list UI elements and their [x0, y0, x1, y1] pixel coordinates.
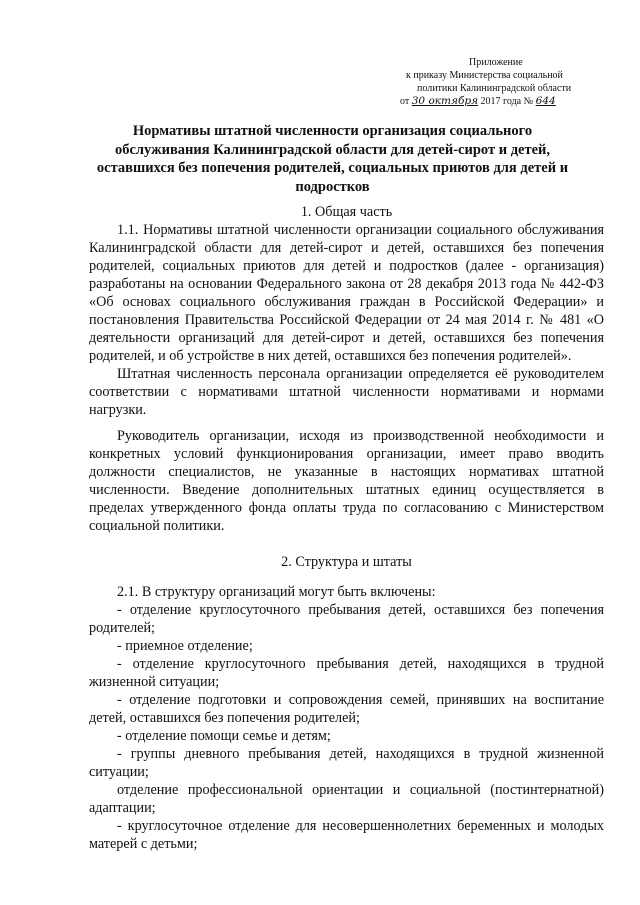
section-1-paragraph-2: Штатная численность персонала организации определяется её руководителем соответствии с нормативами штатной численности нормативами и нормами нагрузки. — [89, 366, 604, 418]
section-2-heading: 2. Структура и штаты — [281, 554, 412, 570]
appendix-date-prefix: от — [400, 96, 410, 107]
section-1-paragraph-3: Руководитель организации, исходя из производственной необходимости и конкретных условий функционирования организации, имеет право вводить должности специалистов, не указанные в настоящих нормативах штатной численности. Введение дополнительных штатных единиц осуществляется в пределах утвержденного фонда оплаты труда по согласованию с Министерством социальной политики. — [89, 428, 604, 534]
appendix-date-line — [400, 95, 605, 108]
section-1-paragraph-1: 1.1. Нормативы штатной численности организации социального обслуживания Калининградской области для детей-сирот и детей, оставшихся без попечения родителей, социальных приютов для детей и подростков (далее - организация) разработаны на основании Федерального закона от 28 декабря 2013 года № 442-ФЗ «Об основах социального обслуживания граждан в Российской Федерации» и постановления Правительства Российской Федерации от 24 мая 2014 г. № 481 «О деятельности организаций для детей-сирот и детей, оставшихся без попечения родителей, и об устройстве в них детей, оставшихся без попечения родителей». — [89, 222, 604, 364]
title-line: Нормативы штатной численности организация социального — [132, 123, 533, 139]
section-1-heading: 1. Общая часть — [300, 204, 393, 220]
list-item: - отделение помощи семье и детям; — [117, 728, 331, 744]
appendix-year: 2017 года № — [480, 96, 534, 107]
appendix-ministry: политики Калининградской области — [417, 83, 572, 94]
list-item: - отделение круглосуточного пребывания детей, оставшихся без попечения родителей; — [89, 602, 604, 636]
appendix-block — [400, 56, 605, 108]
list-item: - круглосуточное отделение для несовершеннолетних беременных и молодых матерей с детьми; — [89, 818, 604, 852]
section-2-intro: 2.1. В структуру организаций могут быть включены: — [117, 584, 436, 600]
list-item: отделение профессиональной ориентации и социальной (постинтернатной) адаптации; — [89, 782, 604, 816]
appendix-order-ref: к приказу Министерства социальной — [406, 70, 563, 81]
appendix-label: Приложение — [469, 57, 523, 68]
list-item: - отделение подготовки и сопровождения семей, принявших на воспитание детей, оставшихся без попечения родителей; — [89, 692, 604, 726]
appendix-handwritten-date: 30 октября — [411, 95, 479, 107]
title-line: оставшихся без попечения родителей, социальных приютов для детей и — [96, 160, 569, 176]
title-line: подростков — [295, 178, 370, 195]
title-line: обслуживания Калининградской области для детей-сирот и детей, — [114, 141, 551, 158]
list-item: - группы дневного пребывания детей, находящихся в трудной жизненной ситуации; — [89, 746, 604, 780]
document-title — [60, 122, 605, 196]
document-body — [89, 203, 604, 853]
appendix-handwritten-number: 644 — [535, 95, 556, 107]
list-item: - отделение круглосуточного пребывания детей, находящихся в трудной жизненной ситуации; — [89, 656, 604, 690]
list-item: - приемное отделение; — [117, 638, 253, 654]
